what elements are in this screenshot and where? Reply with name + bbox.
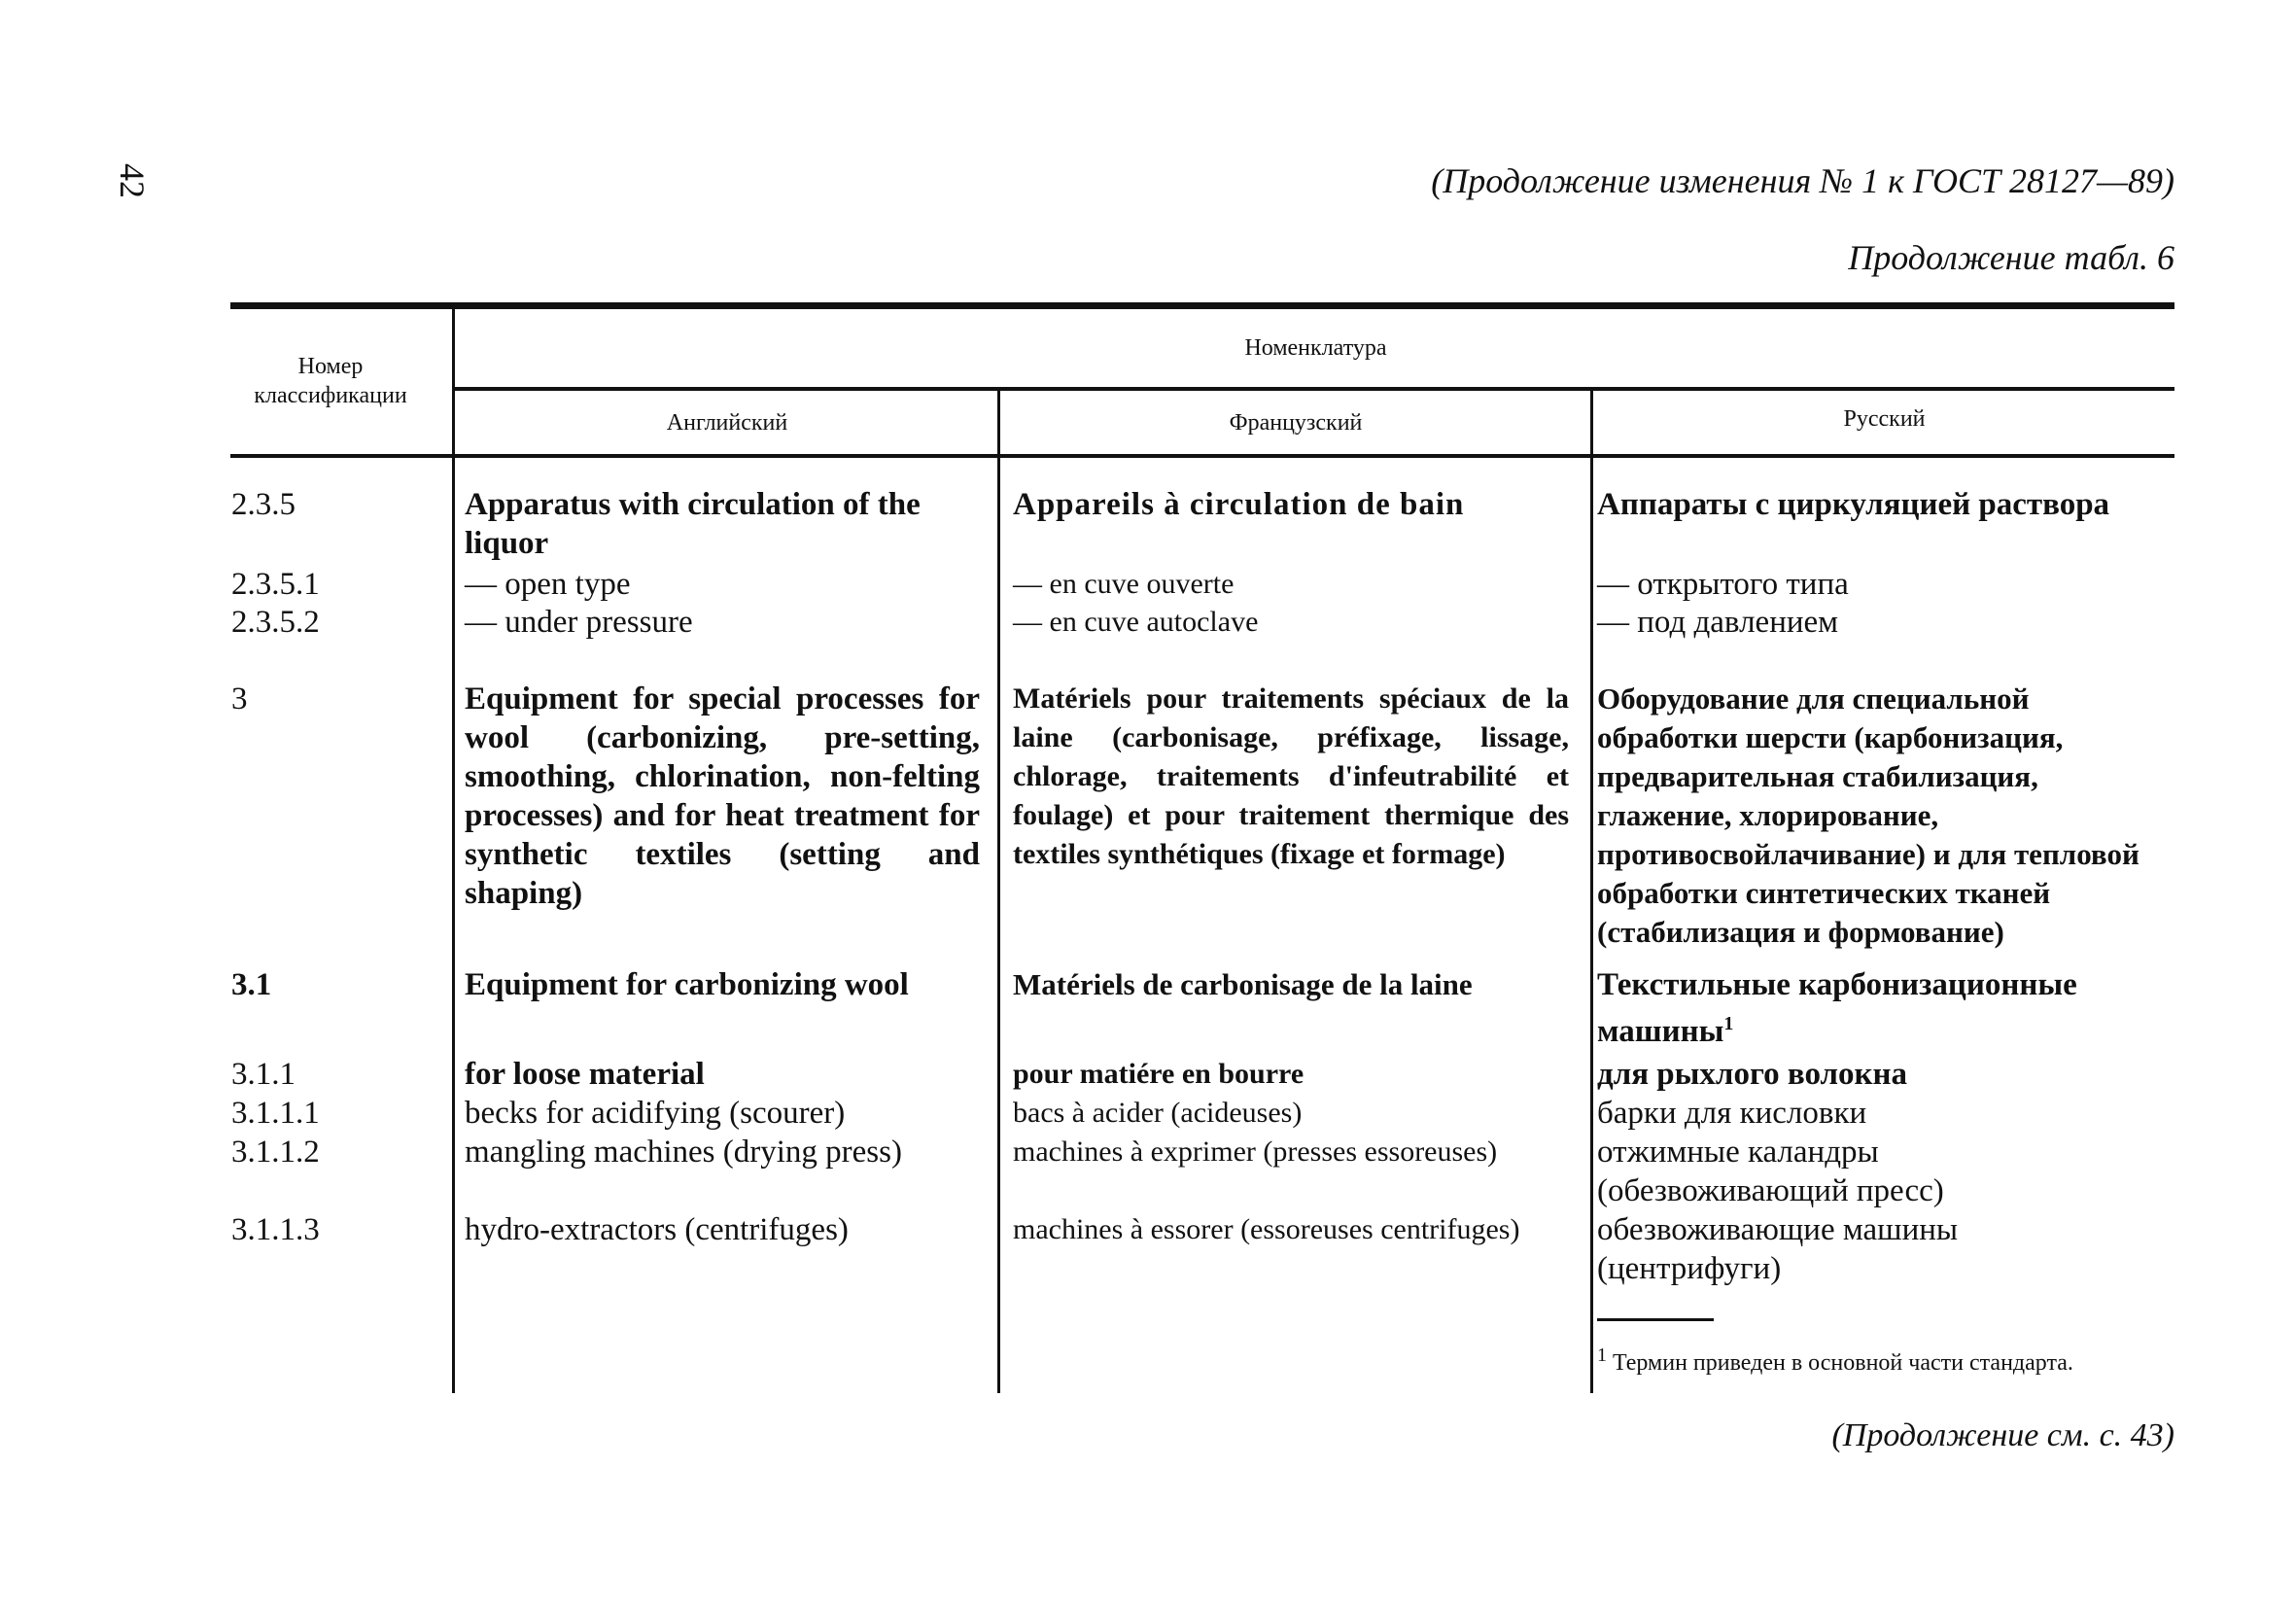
- row-num: 2.3.5.1: [231, 567, 320, 602]
- row-en: hydro-extractors (centrifuges): [465, 1212, 849, 1247]
- row-ru: барки для кисловки: [1597, 1096, 1867, 1131]
- row-num: 3.1.1.1: [231, 1096, 320, 1131]
- table-top-rule: [230, 302, 2174, 309]
- header-english: Английский: [666, 410, 788, 436]
- row-ru: Оборудование для специальной обработки шерсти (карбонизация, предварительная стабилизация, глажение, хлорирование, противосвойлачивание) и для тепловой обработки синтетических тканей (стабилизация и формование): [1597, 681, 2139, 949]
- row-en: becks for acidifying (scourer): [465, 1096, 846, 1131]
- header-bottom-rule: [230, 454, 2174, 458]
- row-en: — open type: [465, 567, 631, 602]
- row-num: 3.1.1.3: [231, 1212, 320, 1247]
- col-divider-1: [452, 306, 455, 1393]
- row-fr: bacs à acider (acideuses): [1013, 1097, 1303, 1129]
- row-ru-text: Текстильные карбонизационные машины: [1597, 967, 2077, 1049]
- footnote: [1597, 1345, 2073, 1377]
- row-ru: [1597, 965, 2141, 1051]
- col-divider-3: [1590, 389, 1593, 1393]
- row-en: Equipment for carbonizing wool: [465, 967, 909, 1002]
- header-russian: Русский: [1843, 406, 1926, 432]
- row-fr: Appareils à circulation de bain: [1013, 487, 1465, 522]
- row-num: 3.1.1.2: [231, 1135, 320, 1170]
- row-ru: Аппараты с циркуляцией раствора: [1597, 487, 2110, 522]
- nomenclature-divider: [454, 387, 2174, 391]
- continuation-header: (Продолжение изменения № 1 к ГОСТ 28127—89): [1431, 161, 2174, 200]
- footnote-reference: 1: [1723, 1013, 1734, 1034]
- row-fr: Matériels pour traitements spéciaux de la laine (carbonisage, préfixage, lissage, chlorage, traitements d'infeutrabilité et foulage) et pour traitement thermique des textiles synthétiques (fixage et formage): [1013, 682, 1569, 870]
- header-french: Французский: [1229, 410, 1363, 436]
- footnote-mark: 1: [1597, 1345, 1607, 1366]
- row-en: — under pressure: [465, 605, 693, 640]
- row-fr: — en cuve autoclave: [1013, 606, 1259, 638]
- continuation-footer: (Продолжение см. с. 43): [1831, 1417, 2174, 1453]
- row-ru: отжимные каландры (обезвоживающий пресс): [1597, 1135, 1944, 1208]
- row-ru: обезвоживающие машины (центрифуги): [1597, 1212, 1959, 1286]
- row-fr: — en cuve ouverte: [1013, 568, 1235, 600]
- row-ru: для рыхлого волокна: [1597, 1057, 1908, 1092]
- row-ru: — под давлением: [1597, 605, 1839, 640]
- col-divider-2: [997, 389, 1000, 1393]
- row-fr: machines à essorer (essoreuses centrifuges): [1013, 1213, 1520, 1245]
- row-num: 3: [231, 681, 248, 716]
- row-fr: pour matiére en bourre: [1013, 1058, 1305, 1090]
- header-nomenclature: Номенклатура: [1244, 335, 1387, 361]
- row-ru: — открытого типа: [1597, 567, 1849, 602]
- row-num: 3.1: [231, 967, 272, 1002]
- table-continuation-label: Продолжение табл. 6: [1848, 238, 2174, 277]
- row-en: mangling machines (drying press): [465, 1135, 902, 1170]
- row-num: 2.3.5: [231, 487, 296, 522]
- footnote-rule: [1597, 1318, 1714, 1321]
- row-num: 3.1.1: [231, 1057, 296, 1092]
- page-number: 42: [113, 163, 152, 198]
- header-classification: Номер классификации: [254, 354, 407, 408]
- row-en: Apparatus with circulation of the liquor: [465, 487, 921, 561]
- row-fr: Matériels de carbonisage de la laine: [1013, 967, 1473, 1001]
- footnote-text: Термин приведен в основной части стандарта.: [1613, 1350, 2073, 1376]
- row-en: Equipment for special processes for wool (carbonizing, pre-setting, smoothing, chlorination, non-felting processes) and for heat treatment for synthetic textiles (setting and shaping): [465, 681, 980, 911]
- row-num: 2.3.5.2: [231, 605, 320, 640]
- row-en: for loose material: [465, 1057, 705, 1092]
- row-fr: machines à exprimer (presses essoreuses): [1013, 1135, 1498, 1168]
